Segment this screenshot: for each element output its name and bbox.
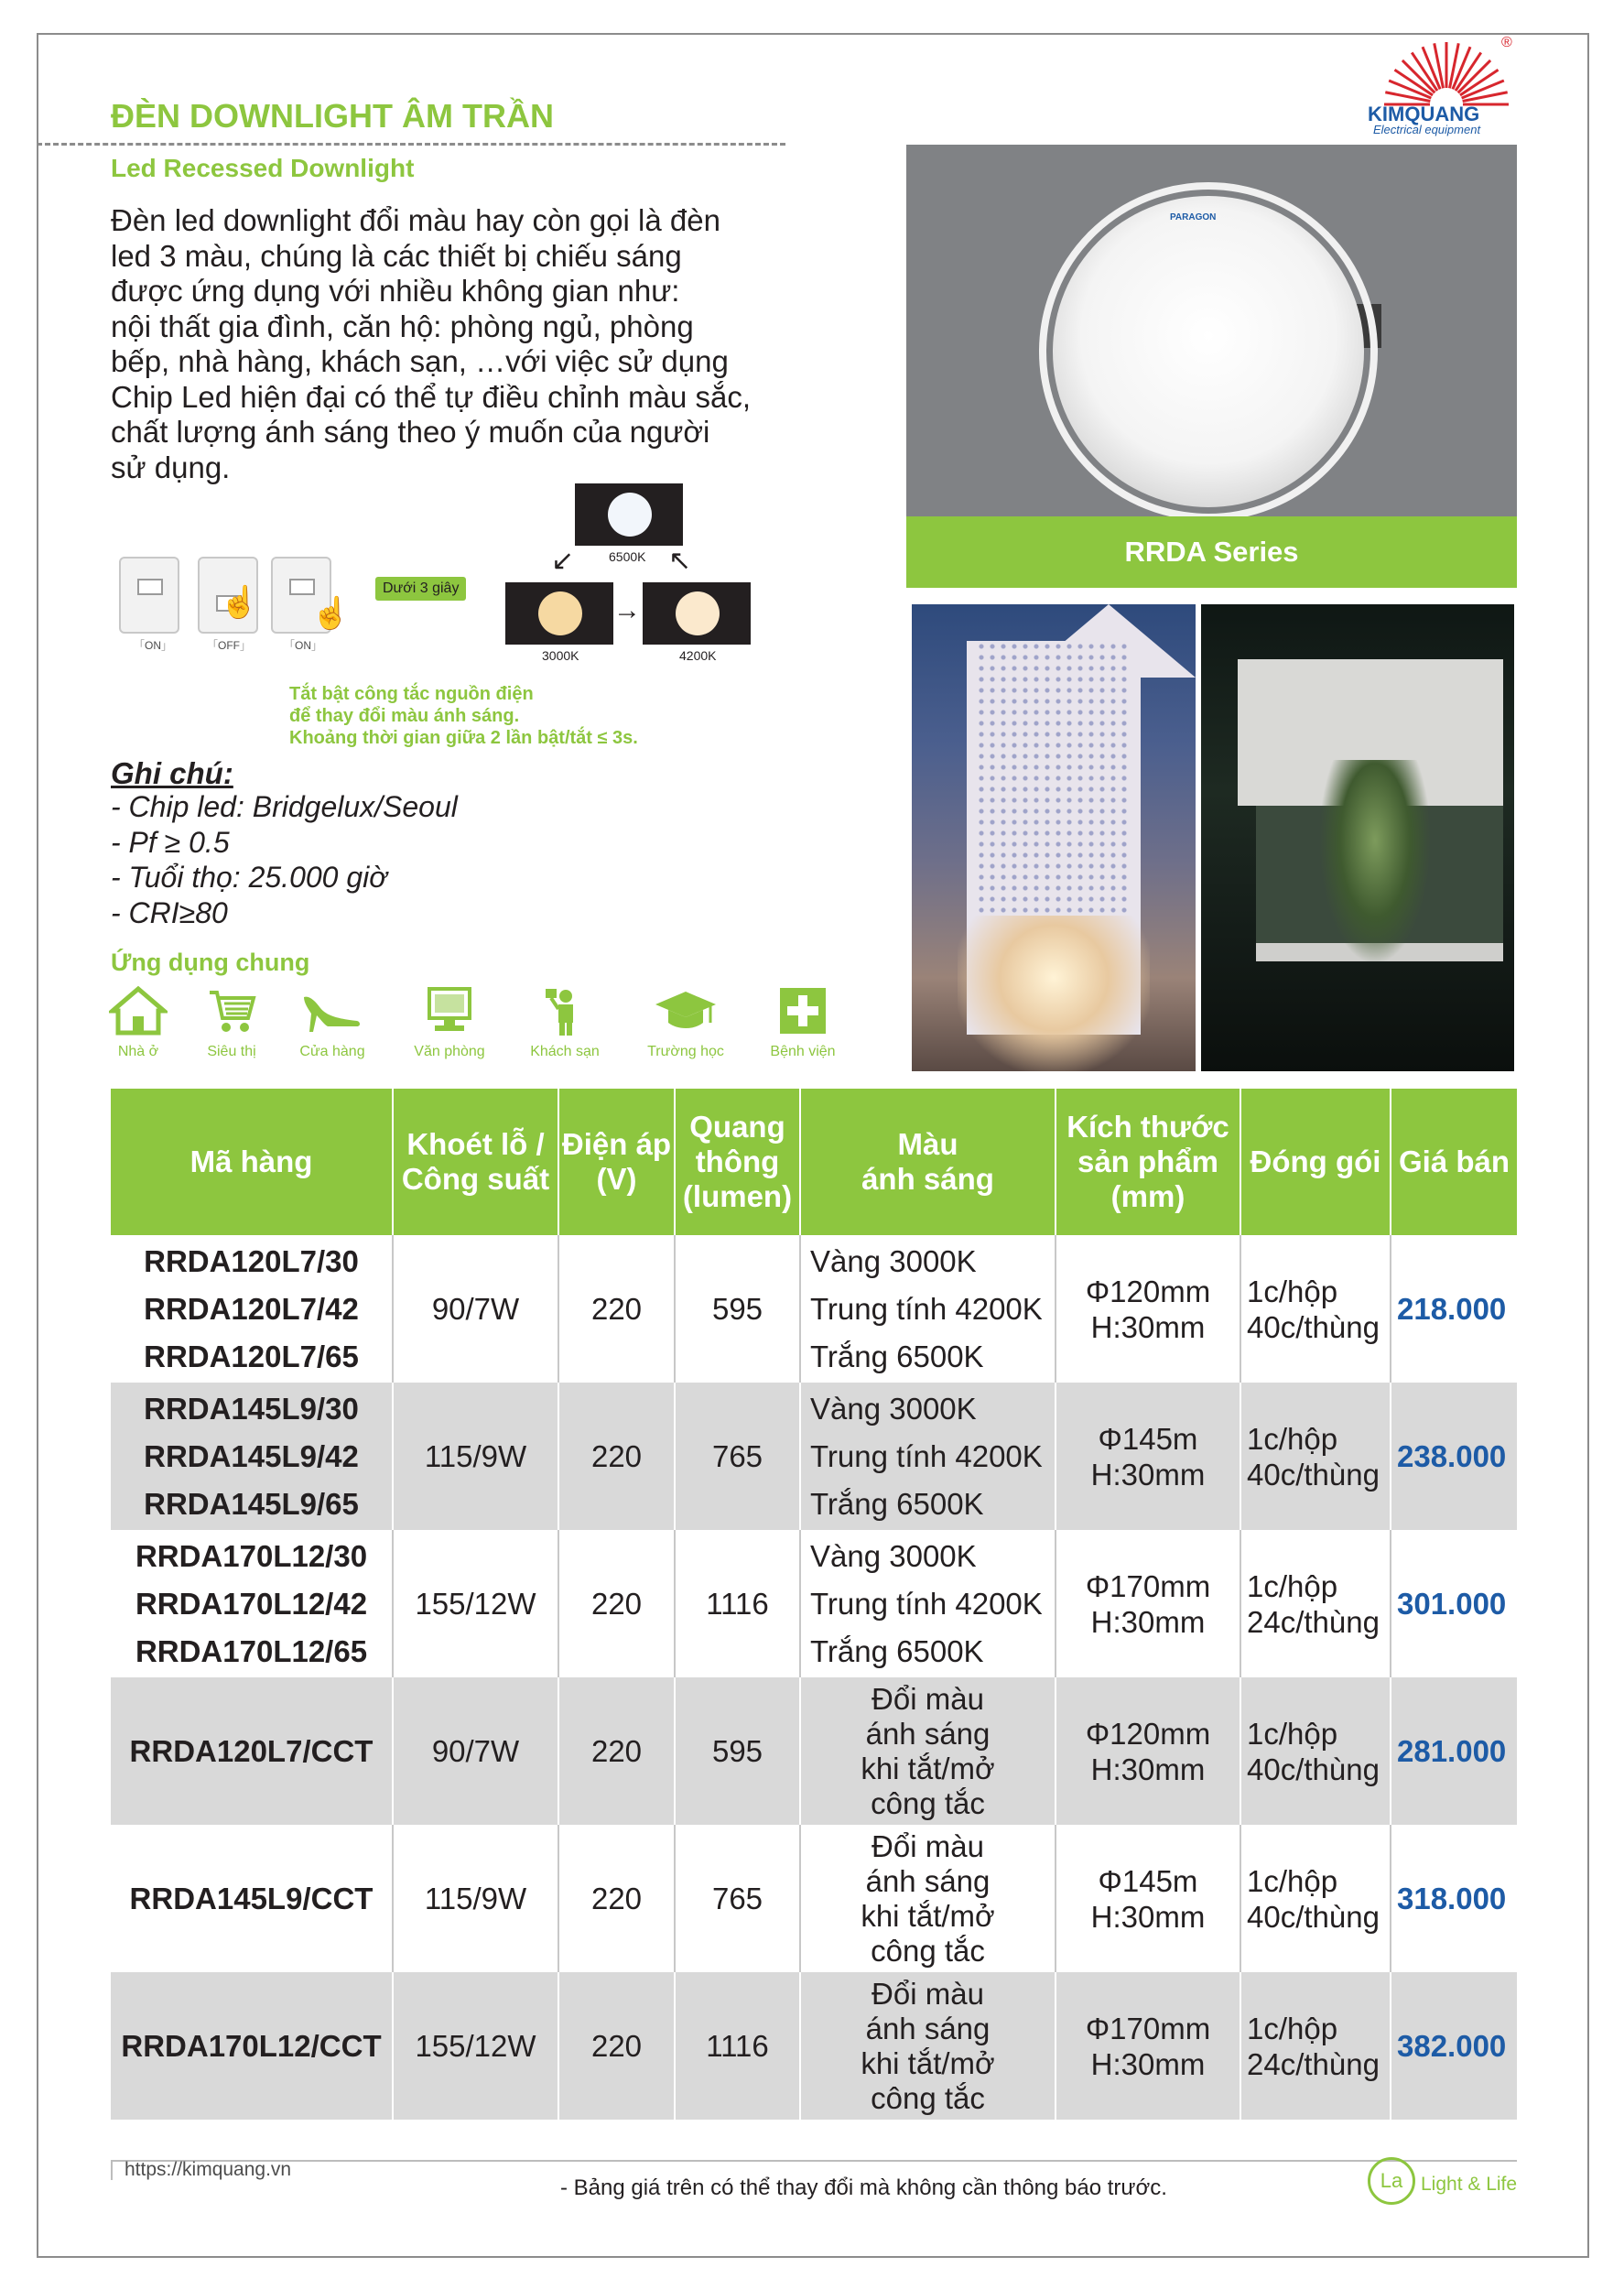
temp-label-3000k: 3000K <box>542 648 579 663</box>
intro-line: nội thất gia đình, căn hộ: phòng ngủ, phòng <box>111 309 694 343</box>
applications-title: Ứng dụng chung <box>111 949 310 976</box>
cut-power-cell: 115/9W <box>393 1825 558 1972</box>
column-header-line: (mm) <box>1110 1179 1186 1213</box>
codes-line: RRDA145L9/30 <box>144 1391 359 1426</box>
column-header <box>393 1089 558 1235</box>
app-hospital <box>752 985 853 1060</box>
colors-line: Đổi màu <box>872 1828 984 1863</box>
page-title: ĐÈN DOWNLIGHT ÂM TRẦN <box>111 97 554 135</box>
cut-power-cell: 115/9W <box>393 1383 558 1530</box>
column-header-line: Công suất <box>401 1162 550 1196</box>
codes-line: RRDA170L12/42 <box>135 1586 368 1621</box>
logo-name: KIMQUANG <box>1368 103 1480 125</box>
codes-line: RRDA145L9/CCT <box>129 1881 374 1915</box>
temp-label-4200k: 4200K <box>679 648 717 663</box>
size-line: H:30mm <box>1090 1752 1206 1786</box>
colors-cell <box>800 1530 1056 1677</box>
voltage-cell: 220 <box>558 1383 675 1530</box>
column-header-line: (V) <box>596 1162 637 1196</box>
table-row <box>111 1530 1517 1677</box>
product-brand-label: PARAGON <box>1170 212 1217 222</box>
arrow-icon: → <box>613 595 641 625</box>
light-life-text: Light & Life <box>1421 2174 1518 2195</box>
colors-cell <box>800 1825 1056 1972</box>
column-header <box>675 1089 800 1235</box>
temp-label-6500k: 6500K <box>609 549 646 564</box>
column-header-line: Khoét lỗ / <box>406 1127 545 1161</box>
cut-power-cell: 155/12W <box>393 1530 558 1677</box>
tree-silhouette <box>1320 760 1430 961</box>
size-line: Φ145m <box>1098 1863 1198 1898</box>
size-cell <box>1056 1825 1240 1972</box>
colors-cell <box>800 1677 1056 1825</box>
colors-line: Trung tính 4200K <box>810 1586 1043 1621</box>
app-label: Nhà ở <box>117 1044 159 1059</box>
colors-line: khi tắt/mở <box>861 2045 995 2080</box>
colors-line: Đổi màu <box>872 1681 984 1716</box>
switch-instruction-line: Tắt bật công tắc nguồn điện <box>289 684 534 704</box>
codes-cell <box>111 1677 393 1825</box>
computer-icon <box>399 985 500 1036</box>
colors-line: Vàng 3000K <box>810 1391 977 1426</box>
title-divider <box>37 143 785 146</box>
colors-line: công tắc <box>871 2080 985 2115</box>
size-cell <box>1056 1972 1240 2120</box>
medical-cross-icon <box>752 985 853 1036</box>
table-row <box>111 1972 1517 2120</box>
pack-line: 24c/thùng <box>1247 2046 1380 2081</box>
app-label: Bệnh viện <box>770 1044 836 1059</box>
hand-pointer-icon: ☝ <box>311 596 351 631</box>
app-store <box>282 985 383 1060</box>
column-header-line: Màu <box>897 1127 958 1161</box>
switch-state-label: 「ON」 <box>284 639 323 652</box>
app-label: Siêu thị <box>207 1044 256 1059</box>
column-header-line: (lumen) <box>682 1179 793 1213</box>
pack-line: 1c/hộp <box>1247 1274 1338 1308</box>
note-item: - CRI≥80 <box>111 895 228 929</box>
colors-line: ánh sáng <box>865 2011 991 2045</box>
voltage-cell: 220 <box>558 1235 675 1383</box>
column-header-line: ánh sáng <box>861 1162 994 1196</box>
codes-line: RRDA120L7/CCT <box>129 1733 374 1768</box>
codes-line: RRDA145L9/65 <box>144 1486 359 1521</box>
pack-cell <box>1240 1825 1391 1972</box>
price-cell: 238.000 <box>1391 1383 1517 1530</box>
codes-line: RRDA170L12/65 <box>135 1633 368 1668</box>
voltage-cell: 220 <box>558 1825 675 1972</box>
switch-instruction-line: để thay đổi màu ánh sáng. <box>289 706 520 726</box>
codes-cell <box>111 1235 393 1383</box>
note-item: - Chip led: Bridgelux/Seoul <box>111 790 458 823</box>
price-table <box>111 1089 1517 2120</box>
lumen-cell: 765 <box>675 1383 800 1530</box>
codes-cell <box>111 1972 393 2120</box>
app-label: Cửa hàng <box>299 1044 365 1059</box>
page-subtitle: Led Recessed Downlight <box>111 154 415 182</box>
colors-line: Trắng 6500K <box>810 1633 984 1668</box>
price-disclaimer: - Bảng giá trên có thể thay đổi mà không cần thông báo trước. <box>560 2175 1167 2200</box>
codes-line: RRDA170L12/CCT <box>121 2028 382 2063</box>
timing-badge: Dưới 3 giây <box>375 577 466 601</box>
size-line: H:30mm <box>1090 1457 1206 1492</box>
lumen-cell: 1116 <box>675 1530 800 1677</box>
column-header-line: Giá bán <box>1398 1144 1510 1178</box>
footer-divider <box>111 2160 1517 2162</box>
column-header-line: thông <box>695 1144 780 1178</box>
size-line: Φ170mm <box>1085 1568 1211 1603</box>
app-supermarket <box>181 985 282 1060</box>
cut-power-cell: 90/7W <box>393 1235 558 1383</box>
app-school <box>635 985 736 1060</box>
intro-line: led 3 màu, chúng là các thiết bị chiếu sáng <box>111 238 682 273</box>
pack-line: 24c/thùng <box>1247 1604 1380 1639</box>
colors-cell <box>800 1383 1056 1530</box>
column-header-line: Kích thước <box>1066 1110 1229 1144</box>
notes-title: Ghi chú: <box>111 756 233 790</box>
building-photo-day <box>912 604 1196 1071</box>
intro-line: sử dụng. <box>111 450 231 484</box>
cut-power-cell: 155/12W <box>393 1972 558 2120</box>
voltage-cell: 220 <box>558 1677 675 1825</box>
pack-cell <box>1240 1972 1391 2120</box>
colors-cell <box>800 1235 1056 1383</box>
pack-line: 1c/hộp <box>1247 1716 1338 1751</box>
intro-line: chất lượng ánh sáng theo ý muốn của người <box>111 415 710 449</box>
color-4200k-box <box>643 582 751 645</box>
intro-line: Chip Led hiện đại có thể tự điều chỉnh màu sắc, <box>111 379 752 414</box>
pack-cell <box>1240 1530 1391 1677</box>
intro-line: bếp, nhà hàng, khách sạn, …với việc sử dụng <box>111 344 729 378</box>
size-line: H:30mm <box>1090 2046 1206 2081</box>
house-pattern <box>976 641 1131 916</box>
app-label: Khách sạn <box>530 1044 600 1059</box>
color-6500k-box <box>575 483 683 546</box>
note-item: - Pf ≥ 0.5 <box>111 825 230 859</box>
price-cell: 318.000 <box>1397 1882 1507 1915</box>
footer-url[interactable]: https://kimquang.vn <box>125 2159 292 2180</box>
colors-line: ánh sáng <box>865 1863 991 1898</box>
lumen-cell: 595 <box>675 1235 800 1383</box>
switch-instruction-line: Khoảng thời gian giữa 2 lần bật/tắt ≤ 3s. <box>289 728 638 748</box>
pack-line: 40c/thùng <box>1247 1752 1380 1786</box>
column-header-line: Mã hàng <box>189 1144 313 1178</box>
pack-cell <box>1240 1235 1391 1383</box>
column-header <box>800 1089 1056 1235</box>
colors-line: công tắc <box>871 1933 985 1968</box>
size-line: H:30mm <box>1090 1899 1206 1934</box>
size-cell <box>1056 1677 1240 1825</box>
registered-mark: ® <box>1501 35 1512 50</box>
switch-on-illustration <box>119 557 179 634</box>
colors-line: Đổi màu <box>872 1976 984 2011</box>
series-label: RRDA Series <box>906 516 1517 588</box>
colors-cell <box>800 1972 1056 2120</box>
colors-line: khi tắt/mở <box>861 1898 995 1933</box>
column-header <box>1391 1089 1517 1235</box>
column-header-line: Quang <box>689 1110 785 1144</box>
colors-line: ánh sáng <box>865 1716 991 1751</box>
column-header-line: Điện áp <box>561 1127 672 1161</box>
footer-tick <box>111 2160 113 2180</box>
pack-line: 40c/thùng <box>1247 1309 1380 1344</box>
lumen-cell: 595 <box>675 1677 800 1825</box>
size-line: Φ145m <box>1098 1421 1198 1456</box>
switch-state-label: 「ON」 <box>134 639 173 652</box>
notes-list <box>111 789 458 930</box>
codes-cell <box>111 1530 393 1677</box>
app-label: Trường học <box>647 1044 724 1059</box>
pack-line: 1c/hộp <box>1247 1863 1338 1898</box>
cart-icon <box>181 985 282 1036</box>
colors-line: Trung tính 4200K <box>810 1291 1043 1326</box>
voltage-cell: 220 <box>558 1972 675 2120</box>
colors-line: Trắng 6500K <box>810 1339 984 1373</box>
colors-line: khi tắt/mở <box>861 1751 995 1785</box>
size-cell <box>1056 1530 1240 1677</box>
codes-line: RRDA120L7/30 <box>144 1243 359 1278</box>
app-label: Văn phòng <box>414 1044 485 1059</box>
app-office <box>399 985 500 1060</box>
codes-cell <box>111 1825 393 1972</box>
price-cell: 218.000 <box>1397 1292 1507 1326</box>
lumen-cell: 765 <box>675 1825 800 1972</box>
column-header <box>1240 1089 1391 1235</box>
intro-line: Đèn led downlight đổi màu hay còn gọi là đèn <box>111 203 720 237</box>
house-entrance-glow <box>958 916 1150 1071</box>
voltage-cell: 220 <box>558 1530 675 1677</box>
column-header <box>1056 1089 1240 1235</box>
column-header <box>111 1089 393 1235</box>
pack-line: 40c/thùng <box>1247 1899 1380 1934</box>
table-row <box>111 1235 1517 1383</box>
codes-cell <box>111 1383 393 1530</box>
price-cell: 301.000 <box>1397 1587 1507 1621</box>
color-3000k-box <box>505 582 613 645</box>
bellboy-icon <box>514 985 615 1036</box>
codes-line: RRDA170L12/30 <box>135 1538 368 1573</box>
app-home <box>88 985 189 1060</box>
pack-cell <box>1240 1383 1391 1530</box>
intro-line: được ứng dụng với nhiều không gian như: <box>111 274 680 308</box>
column-header <box>558 1089 675 1235</box>
pack-line: 1c/hộp <box>1247 2011 1338 2045</box>
downlight-product-image <box>1053 196 1364 507</box>
house-icon <box>88 985 189 1036</box>
high-heel-icon <box>282 985 383 1036</box>
light-life-logo: La <box>1368 2157 1415 2205</box>
table-row <box>111 1825 1517 1972</box>
size-line: Φ120mm <box>1085 1716 1211 1751</box>
colors-line: Trắng 6500K <box>810 1486 984 1521</box>
table-header-row <box>111 1089 1517 1235</box>
size-line: Φ120mm <box>1085 1274 1211 1308</box>
lumen-cell: 1116 <box>675 1972 800 2120</box>
table-row <box>111 1677 1517 1825</box>
pack-cell <box>1240 1677 1391 1825</box>
size-line: Φ170mm <box>1085 2011 1211 2045</box>
logo-tagline: Electrical equipment <box>1373 123 1481 136</box>
colors-line: Vàng 3000K <box>810 1243 977 1278</box>
column-header-line: sản phẩm <box>1077 1144 1219 1178</box>
switch-instruction <box>289 683 638 749</box>
colors-line: Trung tính 4200K <box>810 1438 1043 1473</box>
hand-pointer-icon: ☝ <box>220 585 259 620</box>
size-line: H:30mm <box>1090 1604 1206 1639</box>
price-cell: 382.000 <box>1391 1972 1517 2120</box>
column-header-line: Đóng gói <box>1250 1144 1381 1178</box>
codes-line: RRDA145L9/42 <box>144 1438 359 1473</box>
arrow-icon: ↙ <box>551 546 575 576</box>
price-cell: 281.000 <box>1391 1677 1517 1825</box>
pack-line: 1c/hộp <box>1247 1568 1338 1603</box>
switch-state-label: 「OFF」 <box>207 639 251 652</box>
arrow-icon: ↖ <box>668 546 692 576</box>
size-line: H:30mm <box>1090 1309 1206 1344</box>
colors-line: công tắc <box>871 1785 985 1820</box>
graduation-cap-icon <box>635 985 736 1036</box>
codes-line: RRDA120L7/42 <box>144 1291 359 1326</box>
codes-line: RRDA120L7/65 <box>144 1339 359 1373</box>
cut-power-cell: 90/7W <box>393 1677 558 1825</box>
table-row <box>111 1383 1517 1530</box>
colors-line: Vàng 3000K <box>810 1538 977 1573</box>
app-hotel <box>514 985 615 1060</box>
note-item: - Tuổi thọ: 25.000 giờ <box>111 861 387 894</box>
intro-paragraph <box>111 203 788 485</box>
size-cell <box>1056 1235 1240 1383</box>
pack-line: 40c/thùng <box>1247 1457 1380 1492</box>
building-photo-night <box>1201 604 1514 1071</box>
pack-line: 1c/hộp <box>1247 1421 1338 1456</box>
size-cell <box>1056 1383 1240 1530</box>
